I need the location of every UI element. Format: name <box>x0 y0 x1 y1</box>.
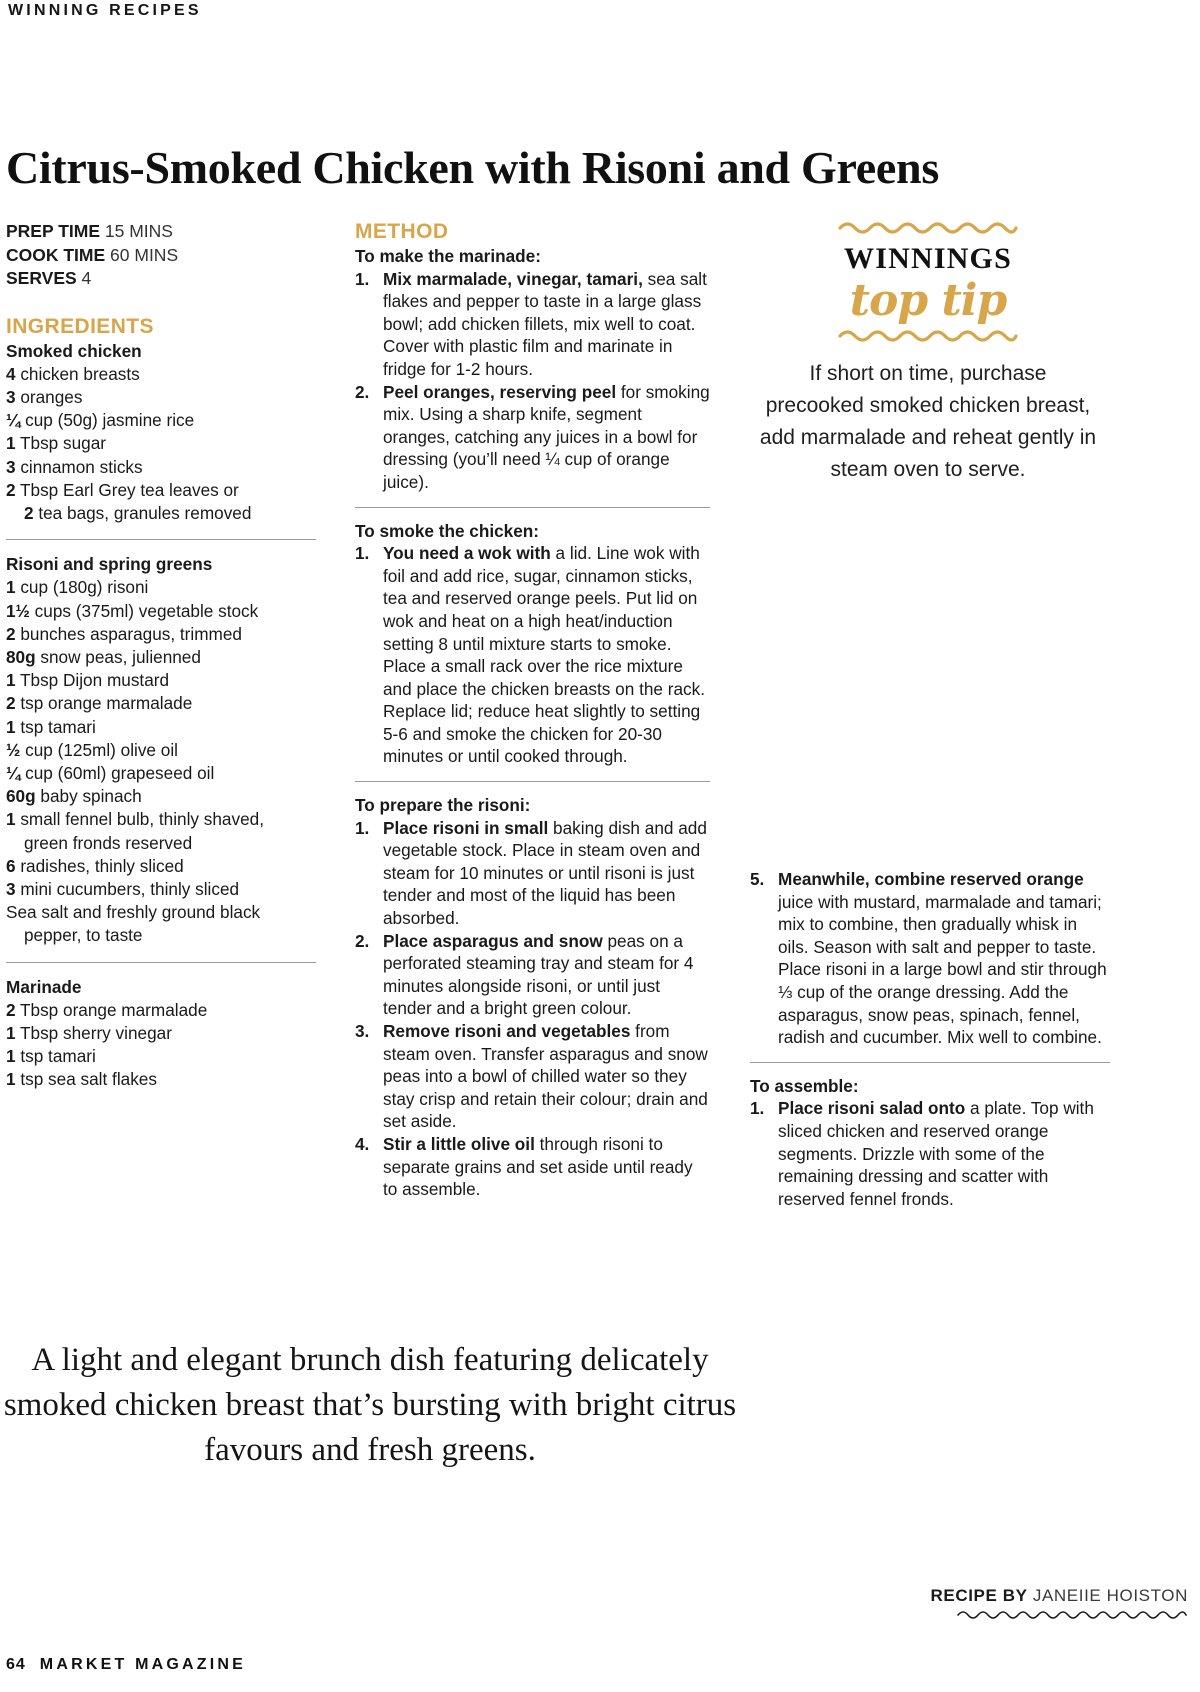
ingredient-amount: 1½ <box>6 600 30 621</box>
cook-time-label: COOK TIME <box>6 244 106 265</box>
ingredient-item <box>6 623 316 646</box>
cook-time-value: 60 MINS <box>105 244 179 265</box>
wave-divider-bottom-icon <box>838 328 1018 342</box>
ingredients-heading: INGREDIENTS <box>6 314 154 338</box>
kicker-winning-recipes: WINNING RECIPES <box>8 2 202 19</box>
ingredient-amount: 60g <box>6 786 36 807</box>
ingredient-text: tsp tamari <box>15 716 96 737</box>
top-tip-brand: WINNINGS <box>844 242 1012 275</box>
ingredient-item <box>6 1068 316 1091</box>
serves-row <box>6 267 316 291</box>
publication-name: MARKET MAGAZINE <box>39 1656 247 1673</box>
ingredient-amount: 1 <box>6 577 16 598</box>
method-step <box>355 930 710 1020</box>
method-continuation <box>750 868 1110 1210</box>
ingredient-item <box>6 409 316 432</box>
ingredient-text: mini cucumbers, thinly sliced <box>15 878 240 899</box>
recipe-credit <box>931 1586 1188 1606</box>
prep-time-label: PREP TIME <box>6 221 101 241</box>
ingredient-text: cup (50g) jasmine rice <box>20 410 195 431</box>
method-step <box>750 868 1110 1049</box>
top-tip-body: If short on time, purchase precooked smoked chicken breast, add marmalade and reheat gently in steam oven to serve. <box>759 362 1097 482</box>
ingredient-text: Tbsp Dijon mustard <box>15 670 170 691</box>
method-sections <box>355 245 710 1201</box>
method-step <box>355 542 710 768</box>
ingredient-amount: 3 <box>6 386 16 407</box>
ingredient-text: oranges <box>15 386 83 407</box>
method-step-lead: Meanwhile, combine reserved orange <box>778 869 1084 889</box>
ingredient-text: cup (60ml) grapeseed oil <box>20 762 215 783</box>
method-section-divider <box>355 507 710 508</box>
ingredient-amount: 2 <box>6 693 16 714</box>
prep-time-row <box>6 220 316 244</box>
cook-time-row <box>6 244 316 268</box>
ingredient-item <box>6 479 316 502</box>
ingredient-amount: 4 <box>6 363 16 384</box>
top-tip-script: top tip <box>849 275 1007 326</box>
ingredient-item <box>6 669 316 692</box>
method-column <box>355 220 710 1201</box>
ingredient-text: cinnamon sticks <box>15 456 143 477</box>
ingredient-item <box>6 502 316 525</box>
method-step-number: 1. <box>750 1098 765 1119</box>
method-step-text: for smoking mix. Using a sharp knife, segment oranges, catching any juices in a bowl for dressing (you’ll need ¼ cup of orange juice). <box>383 381 710 492</box>
method-step-number: 2. <box>355 930 370 951</box>
ingredient-item <box>6 762 316 785</box>
ingredient-group <box>6 976 316 1092</box>
ingredient-amount: 1 <box>6 433 16 454</box>
page-title: Citrus-Smoked Chicken with Risoni and Greens <box>6 141 939 193</box>
ingredient-group <box>6 340 316 526</box>
ingredient-item <box>6 878 316 901</box>
method-step-list <box>355 817 710 1201</box>
ingredient-text: Sea salt and freshly ground black <box>6 902 261 923</box>
ingredient-text: cups (375ml) vegetable stock <box>29 600 259 621</box>
method-step-lead: Stir a little olive oil <box>383 1133 535 1154</box>
serves-label: SERVES <box>6 268 77 288</box>
method-step-text: sea salt flakes and pepper to taste in a large glass bowl; add chicken fillets, mix well to coat. Cover with plastic film and marinate in fridge for 1-2 hours. <box>383 268 707 379</box>
ingredient-amount: 2 <box>6 623 16 644</box>
ingredient-item <box>6 692 316 715</box>
method-section-title: To prepare the risoni: <box>355 795 531 816</box>
method-step-text: juice with mustard, marmalade and tamari; mix to combine, then gradually whisk in oils. Season with salt and pepper to taste. Place risoni in a large bowl and stir through ⅓ cup of the orange dressing. Add the asparagus, snow peas, spinach, fennel, radish and cucumber. Mix well to combine. <box>778 891 1107 1048</box>
ingredient-text: Tbsp sugar <box>15 433 107 454</box>
ingredient-amount: ½ <box>6 739 21 760</box>
ingredient-text: small fennel bulb, thinly shaved, <box>15 809 264 830</box>
ingredient-group-divider <box>6 962 316 963</box>
method-step-lead: Peel oranges, reserving peel <box>383 381 617 402</box>
ingredient-text: tsp tamari <box>15 1046 96 1067</box>
ingredient-text: tea bags, granules removed <box>33 502 252 523</box>
top-tip-box <box>758 220 1098 486</box>
method-step-text: a lid. Line wok with foil and add rice, sugar, cinnamon sticks, tea and reserved orange peels. Put lid on wok and heat on a high heat/induction setting 8 until mixture starts to smoke. Place a small rack over the rice mixture and place the chicken breasts on the rack. Replace lid; reduce heat slightly to setting 5-6 and smoke the chicken for 20-30 minutes or until cooked through. <box>383 543 705 767</box>
ingredient-item <box>6 646 316 669</box>
method-step <box>355 381 710 494</box>
assemble-step-list <box>750 1097 1110 1210</box>
wave-divider-top-icon <box>838 220 1018 234</box>
method-section-title: To smoke the chicken: <box>355 520 540 541</box>
ingredient-amount: 3 <box>6 456 16 477</box>
ingredient-amount: 1 <box>6 809 16 830</box>
ingredients-column <box>6 220 316 1092</box>
ingredient-amount: 1 <box>6 670 16 691</box>
method-step-number: 1. <box>355 268 370 289</box>
ingredient-text: snow peas, julienned <box>35 646 201 667</box>
ingredient-item <box>6 999 316 1022</box>
ingredient-item <box>6 1022 316 1045</box>
ingredient-amount: 2 <box>24 502 34 523</box>
method-section-divider <box>355 781 710 782</box>
ingredient-item <box>6 739 316 762</box>
method-step-number: 1. <box>355 543 370 564</box>
recipe-credit-label: RECIPE BY <box>930 1586 1028 1605</box>
method-step <box>750 1097 1110 1210</box>
ingredient-text: chicken breasts <box>15 363 140 384</box>
ingredient-amount: 3 <box>6 878 16 899</box>
ingredient-text: pepper, to taste <box>24 925 143 946</box>
method-step-lead: Place asparagus and snow <box>383 930 603 951</box>
method-step-list-continued <box>750 868 1110 1049</box>
recipe-credit-name: JANEIIE HOISTON <box>1027 1586 1188 1605</box>
method-step-text: from steam oven. Transfer asparagus and snow peas into a bowl of chilled water so they stay crisp and retain their colour; drain and set aside. <box>383 1021 708 1132</box>
ingredient-group-divider <box>6 539 316 540</box>
ingredient-item <box>6 386 316 409</box>
ingredient-group-name: Risoni and spring greens <box>6 554 213 575</box>
ingredient-text: tsp orange marmalade <box>15 693 193 714</box>
method-step-text: through risoni to separate grains and set aside until ready to assemble. <box>383 1133 693 1200</box>
method-step-number: 4. <box>355 1133 370 1154</box>
method-section-title: To make the marinade: <box>355 246 541 266</box>
credit-wave-icon <box>956 1608 1188 1620</box>
serves-value: 4 <box>76 268 92 288</box>
page-footer <box>6 1656 246 1674</box>
ingredient-text: bunches asparagus, trimmed <box>15 623 242 644</box>
ingredient-item <box>6 456 316 479</box>
method-step-number: 5. <box>750 869 765 889</box>
ingredient-group-name: Smoked chicken <box>6 340 142 361</box>
page-number: 64 <box>6 1656 26 1673</box>
pull-quote: A light and elegant brunch dish featuring delicately smoked chicken breast that’s bursting with bright citrus favours and fresh greens. <box>3 1342 737 1468</box>
ingredient-item <box>6 576 316 599</box>
ingredient-text: baby spinach <box>35 786 142 807</box>
method-step <box>355 268 710 381</box>
ingredient-amount: 6 <box>6 855 16 876</box>
method-step-number: 2. <box>355 381 370 402</box>
method-step-number: 1. <box>355 817 370 838</box>
ingredient-amount: 80g <box>6 646 36 667</box>
ingredient-item <box>6 855 316 878</box>
ingredient-text: Tbsp Earl Grey tea leaves or <box>15 479 239 500</box>
method-step-lead: Place risoni in small <box>383 817 549 838</box>
ingredient-text: green fronds reserved <box>24 832 193 853</box>
ingredient-item <box>6 924 316 947</box>
method-step-lead: Place risoni salad onto <box>778 1098 966 1119</box>
ingredient-group-name: Marinade <box>6 976 82 997</box>
ingredient-item <box>6 785 316 808</box>
ingredients-list <box>6 340 316 1092</box>
ingredient-text: Tbsp orange marmalade <box>15 999 208 1020</box>
ingredient-text: tsp sea salt flakes <box>15 1069 157 1090</box>
ingredient-item <box>6 363 316 386</box>
ingredient-amount: 1 <box>6 1022 16 1043</box>
ingredient-amount: 2 <box>6 999 16 1020</box>
method-step <box>355 1133 710 1201</box>
method-heading: METHOD <box>355 220 449 243</box>
ingredient-item <box>6 901 316 924</box>
ingredient-text: cup (125ml) olive oil <box>20 739 178 760</box>
ingredient-item <box>6 832 316 855</box>
ingredient-item <box>6 808 316 831</box>
method-step-lead: Mix marmalade, vinegar, tamari, <box>383 268 643 289</box>
ingredient-item <box>6 716 316 739</box>
ingredient-text: cup (180g) risoni <box>15 577 149 598</box>
ingredient-amount: 1 <box>6 716 16 737</box>
ingredient-amount: ¼ <box>6 410 21 431</box>
method-step-text: peas on a perforated steaming tray and steam for 4 minutes alongside risoni, or until just tender and a bright green colour. <box>383 930 694 1019</box>
assemble-section-title: To assemble: <box>750 1075 859 1096</box>
ingredient-item <box>6 1045 316 1068</box>
method-step <box>355 1020 710 1133</box>
ingredient-amount: ¼ <box>6 762 21 783</box>
method-step-list <box>355 542 710 768</box>
ingredient-item <box>6 600 316 623</box>
ingredient-text: radishes, thinly sliced <box>15 855 184 876</box>
ingredient-amount: 2 <box>6 479 16 500</box>
method-section-divider <box>750 1062 1110 1063</box>
method-step-text: baking dish and add vegetable stock. Place in steam oven and steam for 10 minutes or until risoni is just tender and most of the liquid has been absorbed. <box>383 817 707 929</box>
prep-time-value: 15 MINS <box>100 221 173 241</box>
ingredient-amount: 1 <box>6 1046 16 1067</box>
ingredient-amount: 1 <box>6 1069 16 1090</box>
method-step-list <box>355 268 710 494</box>
method-step <box>355 817 710 930</box>
top-tip-column <box>750 220 1110 486</box>
ingredient-group <box>6 553 316 947</box>
method-step-text: a plate. Top with sliced chicken and reserved orange segments. Drizzle with some of the remaining dressing and scatter with reserved fennel fronds. <box>778 1098 1094 1209</box>
ingredient-item <box>6 432 316 455</box>
method-step-number: 3. <box>355 1021 370 1041</box>
recipe-meta <box>6 220 316 291</box>
ingredient-text: Tbsp sherry vinegar <box>15 1022 172 1043</box>
method-step-lead: Remove risoni and vegetables <box>383 1021 631 1041</box>
method-step-lead: You need a wok with <box>383 543 551 564</box>
